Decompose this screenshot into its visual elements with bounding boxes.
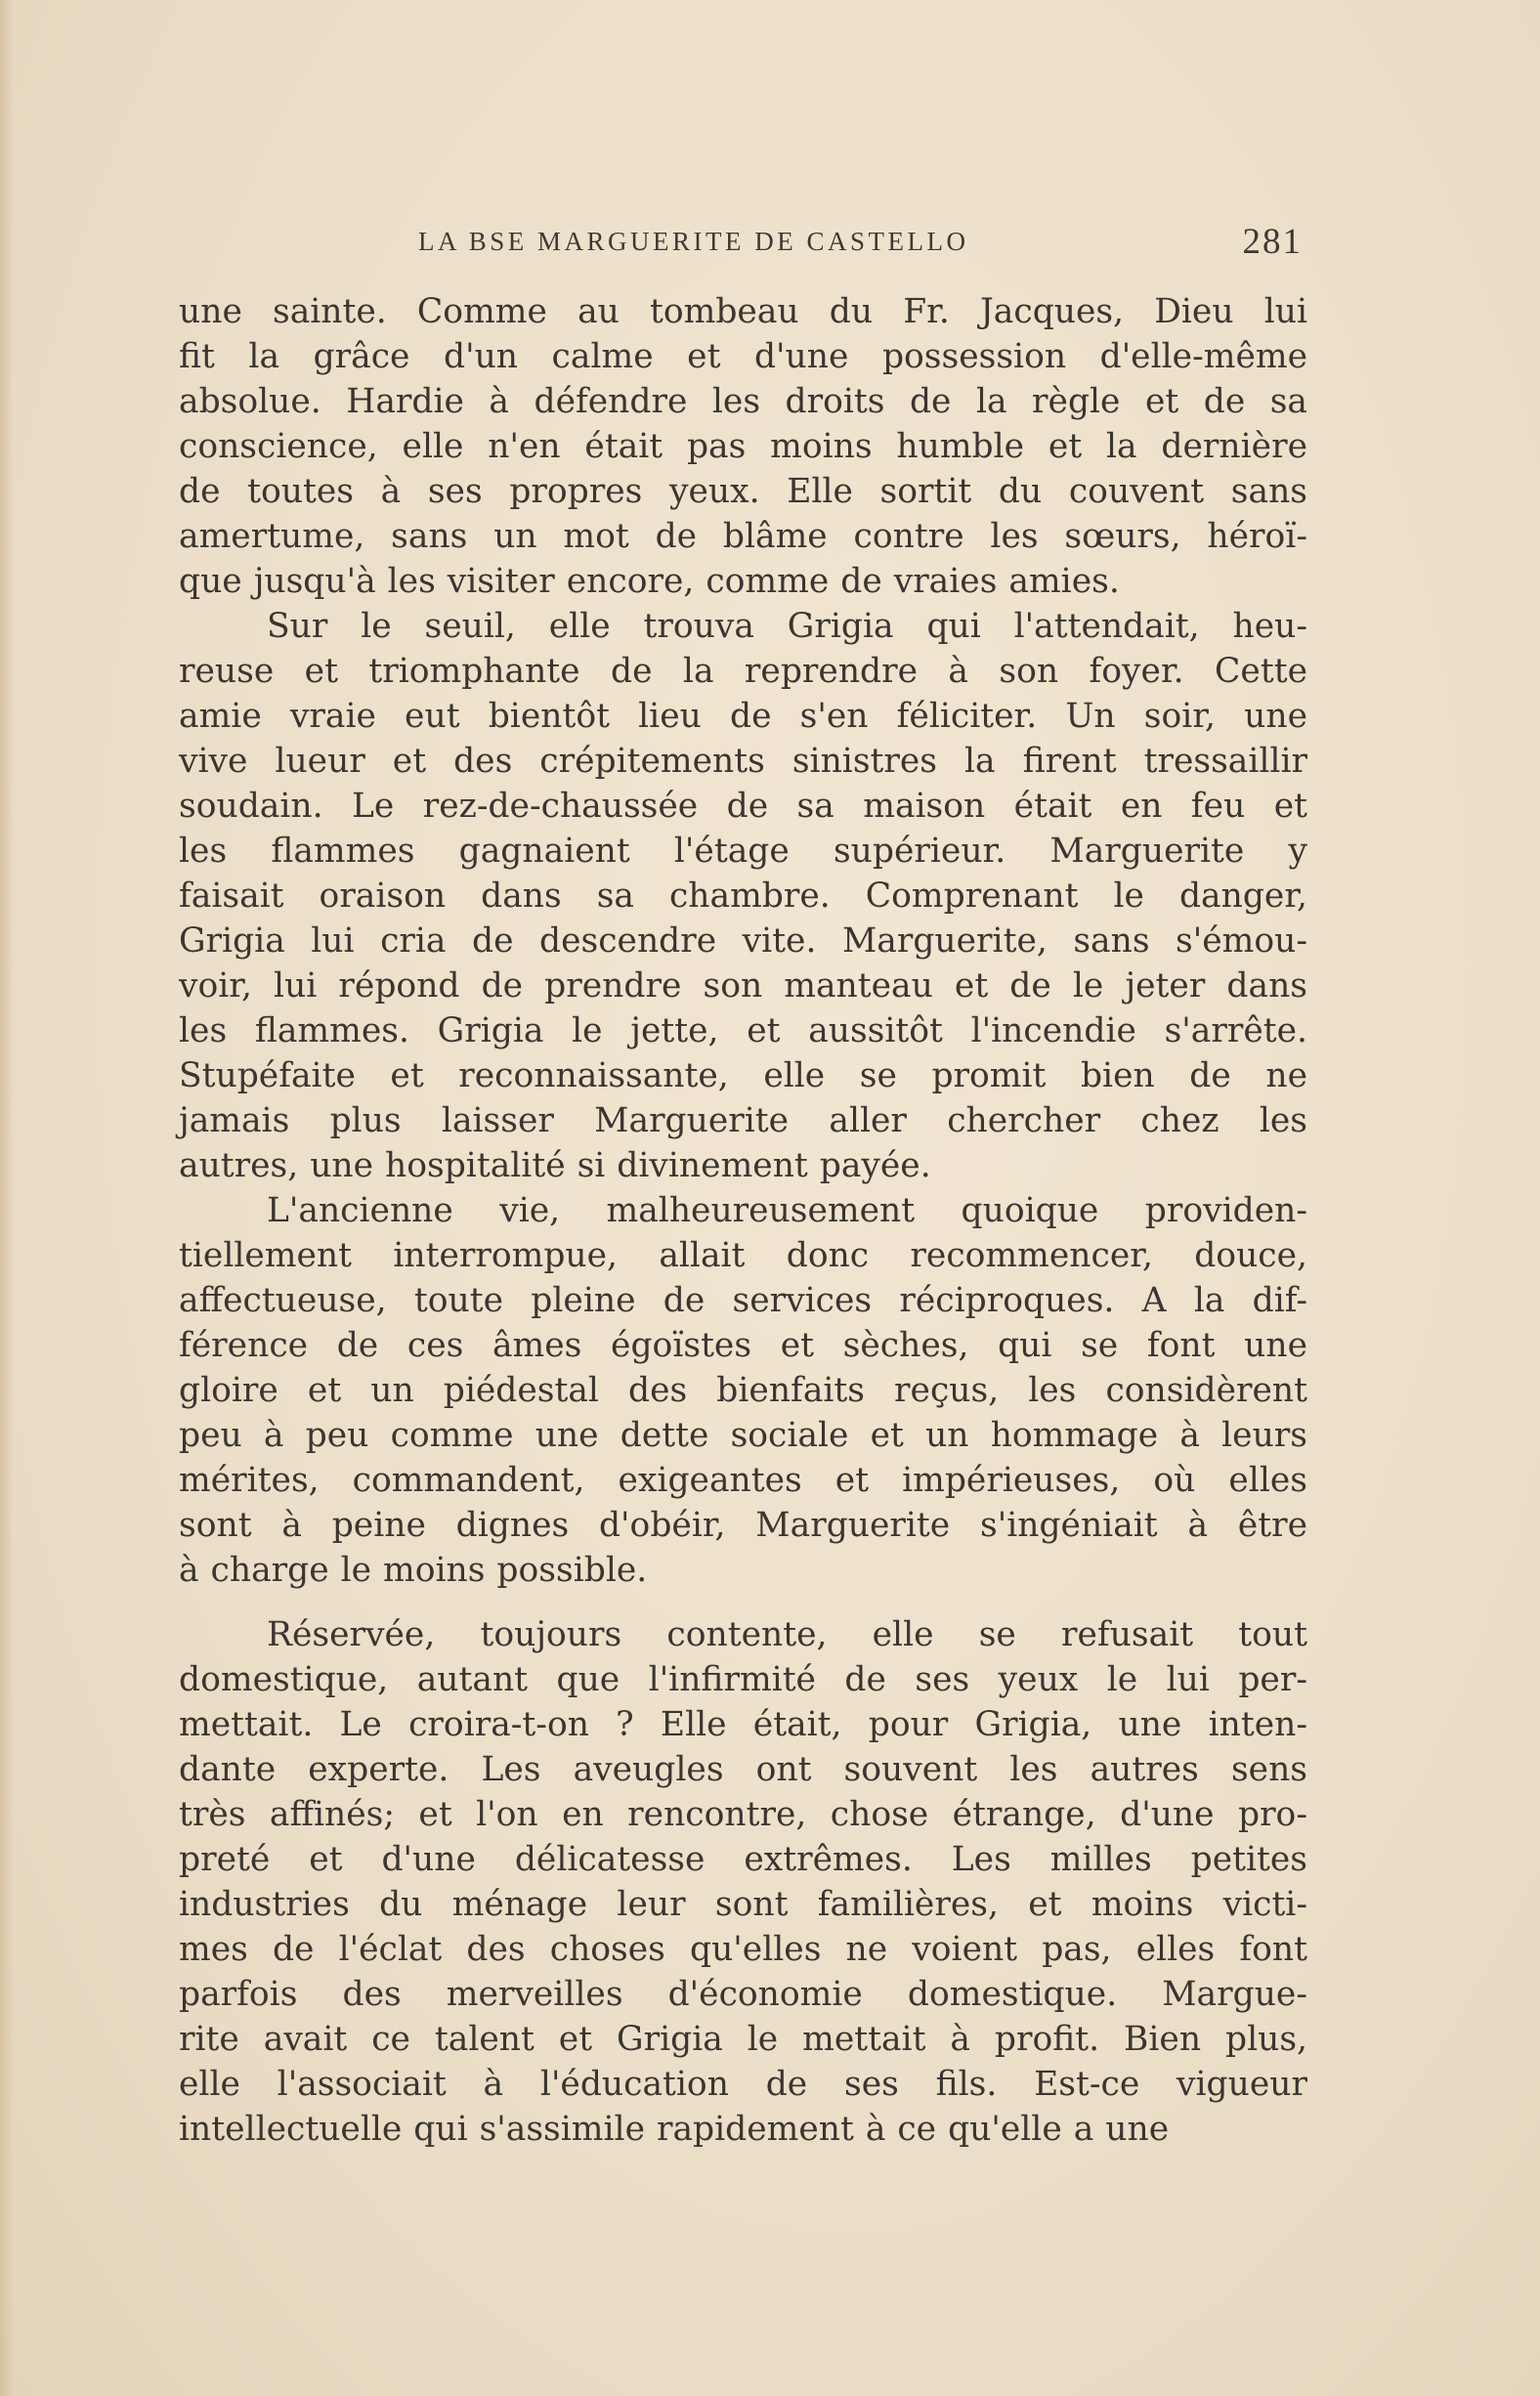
text-line: de toutes à ses propres yeux. Elle sortit du couvent sans [179, 472, 1307, 511]
text-line: L'ancienne vie, malheureusement quoique providen- [267, 1191, 1307, 1230]
text-line: reuse et triomphante de la reprendre à son foyer. Cette [179, 652, 1307, 691]
text-line: à charge le moins possible. [179, 1551, 648, 1590]
text-line: conscience, elle n'en était pas moins humble et la dernière [179, 427, 1307, 466]
text-line: voir, lui répond de prendre son manteau et de le jeter dans [179, 966, 1307, 1005]
body-text [179, 289, 1307, 2152]
paragraph [179, 1612, 1307, 2152]
text-line: férence de ces âmes égoïstes et sèches, qui se font une [179, 1326, 1307, 1365]
paragraph [179, 604, 1307, 1188]
text-line: soudain. Le rez-de-chaussée de sa maison était en feu et [179, 787, 1307, 826]
page-number: 281 [1242, 222, 1303, 262]
text-line: Stupéfaite et reconnaissante, elle se promit bien de ne [179, 1056, 1307, 1095]
text-line: mes de l'éclat des choses qu'elles ne voient pas, elles font [179, 1930, 1307, 1969]
text-line: mettait. Le croira-t-on ? Elle était, pour Grigia, une inten- [179, 1705, 1307, 1744]
running-header [179, 222, 1303, 266]
text-line: domestique, autant que l'infirmité de ses yeux le lui per- [179, 1660, 1307, 1699]
text-line: fit la grâce d'un calme et d'une possession d'elle-même [179, 337, 1307, 376]
text-line: jamais plus laisser Marguerite aller chercher chez les [179, 1101, 1307, 1140]
page-edge-shadow [0, 0, 14, 2396]
text-line: peu à peu comme une dette sociale et un hommage à leurs [179, 1416, 1307, 1455]
text-line: que jusqu'à les visiter encore, comme de vraies amies. [179, 562, 1120, 601]
text-line: preté et d'une délicatesse extrêmes. Les milles petites [179, 1840, 1307, 1879]
paragraph [179, 1188, 1307, 1593]
running-title: LA BSE MARGUERITE DE CASTELLO [418, 227, 969, 256]
text-line: les flammes. Grigia le jette, et aussitôt l'incendie s'arrête. [179, 1011, 1307, 1050]
text-line: parfois des merveilles d'économie domestique. Margue- [179, 1975, 1307, 2014]
paragraph [179, 289, 1307, 604]
text-line: Réservée, toujours contente, elle se refusait tout [267, 1615, 1307, 1654]
text-line: affectueuse, toute pleine de services réciproques. A la dif- [179, 1281, 1307, 1320]
text-line: autres, une hospitalité si divinement payée. [179, 1146, 931, 1185]
text-line: tiellement interrompue, allait donc recommencer, douce, [179, 1236, 1307, 1275]
text-line: industries du ménage leur sont familières, et moins victi- [179, 1885, 1307, 1924]
text-line: elle l'associait à l'éducation de ses fils. Est-ce vigueur [179, 2065, 1307, 2104]
text-line: une sainte. Comme au tombeau du Fr. Jacques, Dieu lui [179, 292, 1307, 331]
text-line: amertume, sans un mot de blâme contre les sœurs, héroï- [179, 517, 1307, 556]
text-line: intellectuelle qui s'assimile rapidement à ce qu'elle a une [179, 2110, 1170, 2149]
paragraph-gap [179, 1593, 1307, 1612]
text-line: Grigia lui cria de descendre vite. Marguerite, sans s'émou- [179, 921, 1307, 961]
text-line: les flammes gagnaient l'étage supérieur. Marguerite y [179, 832, 1307, 871]
text-line: dante experte. Les aveugles ont souvent les autres sens [179, 1750, 1307, 1789]
text-line: sont à peine dignes d'obéir, Marguerite s'ingéniait à être [179, 1506, 1307, 1545]
text-line: Sur le seuil, elle trouva Grigia qui l'attendait, heu- [267, 607, 1307, 646]
text-line: absolue. Hardie à défendre les droits de la règle et de sa [179, 382, 1307, 421]
text-line: faisait oraison dans sa chambre. Comprenant le danger, [179, 877, 1307, 916]
text-line: vive lueur et des crépitements sinistres la firent tressaillir [179, 742, 1307, 781]
text-line: très affinés; et l'on en rencontre, chose étrange, d'une pro- [179, 1795, 1307, 1834]
text-line: mérites, commandent, exigeantes et impérieuses, où elles [179, 1461, 1307, 1500]
text-line: rite avait ce talent et Grigia le mettait à profit. Bien plus, [179, 2020, 1307, 2059]
text-line: gloire et un piédestal des bienfaits reçus, les considèrent [179, 1371, 1307, 1410]
text-line: amie vraie eut bientôt lieu de s'en féliciter. Un soir, une [179, 697, 1307, 736]
